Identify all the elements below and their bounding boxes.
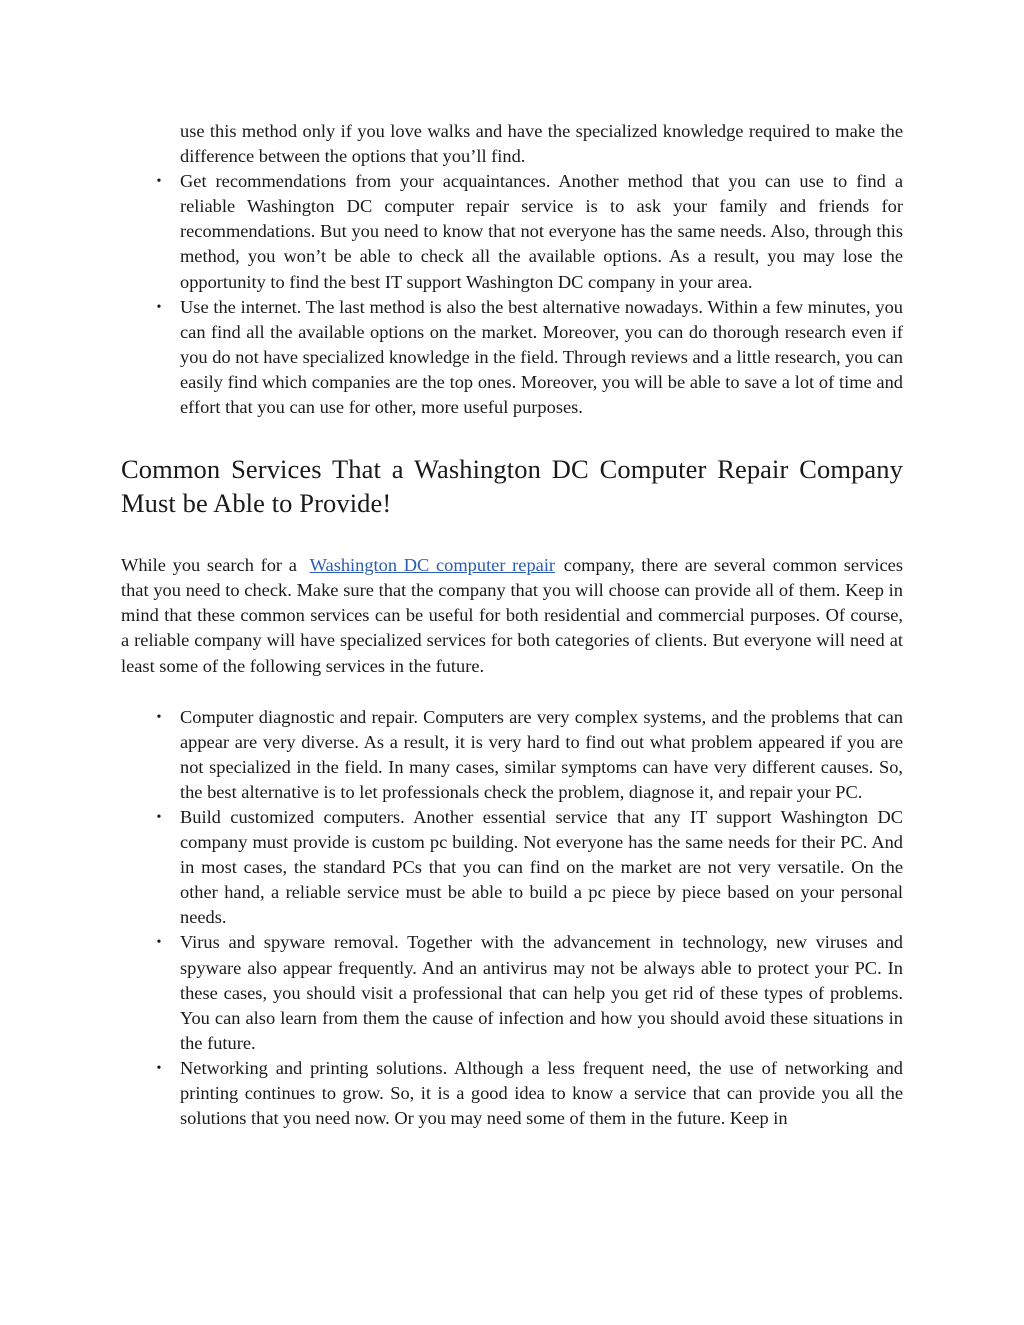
list-item xyxy=(121,705,903,805)
washington-dc-computer-repair-link[interactable]: Washington DC computer repair xyxy=(309,555,556,576)
list-item xyxy=(121,295,903,420)
list-item-text: Virus and spyware removal. Together with the advancement in technology, new viruses and spyware also appear frequently. And an antivirus may not be always able to protect your PC. In these cases, you should visit a professional that can help you get rid of these types of problems. You can also learn from them the cause of infection and how you should avoid these situations in the future. xyxy=(180,932,903,1053)
list-item-text: Computer diagnostic and repair. Computers are very complex systems, and the problems that can appear are very diverse. As a result, it is very hard to find out what problem appeared if you are not specialized in the field. In many cases, similar symptoms can have very different causes. So, the best alternative is to let professionals check the problem, diagnose it, and repair your PC. xyxy=(180,706,903,802)
services-list xyxy=(121,705,903,1132)
intro-text-after-link: company, there are several common services that you need to check. Make sure that the company that you will choose can provide all of them. Keep in mind that these common services can be useful for both residential and commercial purposes. Of course, a reliable company will have specialized services for both categories of clients. But everyone will need at least some of the following services in the future. xyxy=(121,555,904,676)
list-item xyxy=(121,805,903,930)
continued-list-item-text: use this method only if you love walks and have the specialized knowledge required to make the difference between the options that you’ll find. xyxy=(180,121,903,167)
document-page xyxy=(121,119,903,1131)
intro-paragraph xyxy=(121,553,903,678)
list-item-text: Build customized computers. Another essential service that any IT support Washington DC company must provide is custom pc building. Not everyone has the same needs for their PC. And in most cases, the standard PCs that you can find on the market are not very versatile. On the other hand, a reliable service must be able to build a pc piece by piece based on your personal needs. xyxy=(180,806,903,928)
list-item xyxy=(121,930,903,1055)
list-item xyxy=(121,1056,903,1131)
bullet-icon: • xyxy=(156,1060,162,1076)
bullet-icon: • xyxy=(156,809,162,825)
bullet-icon: • xyxy=(156,935,162,951)
bullet-icon: • xyxy=(156,174,162,190)
list-item-text: Get recommendations from your acquaintances. Another method that you can use to find a reliable Washington DC computer repair service is to ask your family and friends for recommendations. But you need to know that not everyone has the same needs. Also, through this method, you won’t be able to check all the available options. As a result, you may lose the opportunity to find the best IT support Washington DC company in your area. xyxy=(180,171,903,292)
section-heading: Common Services That a Washington DC Computer Repair Company Must be Able to Provide! xyxy=(121,454,903,519)
bullet-icon: • xyxy=(156,299,162,315)
methods-list xyxy=(121,169,903,420)
list-item-text: Use the internet. The last method is also the best alternative nowadays. Within a few minutes, you can find all the available options on the market. Moreover, you can do thorough research even if you do not have specialized knowledge in the field. Through reviews and a little research, you can easily find which companies are the top ones. Moreover, you will be able to save a lot of time and effort that you can use for other, more useful purposes. xyxy=(180,296,903,418)
intro-text-before-link: While you search for a xyxy=(121,555,297,576)
list-item-text: Networking and printing solutions. Although a less frequent need, the use of networking and printing continues to grow. So, it is a good idea to know a service that can provide you all the solutions that you need now. Or you may need some of them in the future. Keep in xyxy=(180,1057,903,1129)
bullet-icon: • xyxy=(156,709,162,725)
list-item xyxy=(121,169,903,294)
